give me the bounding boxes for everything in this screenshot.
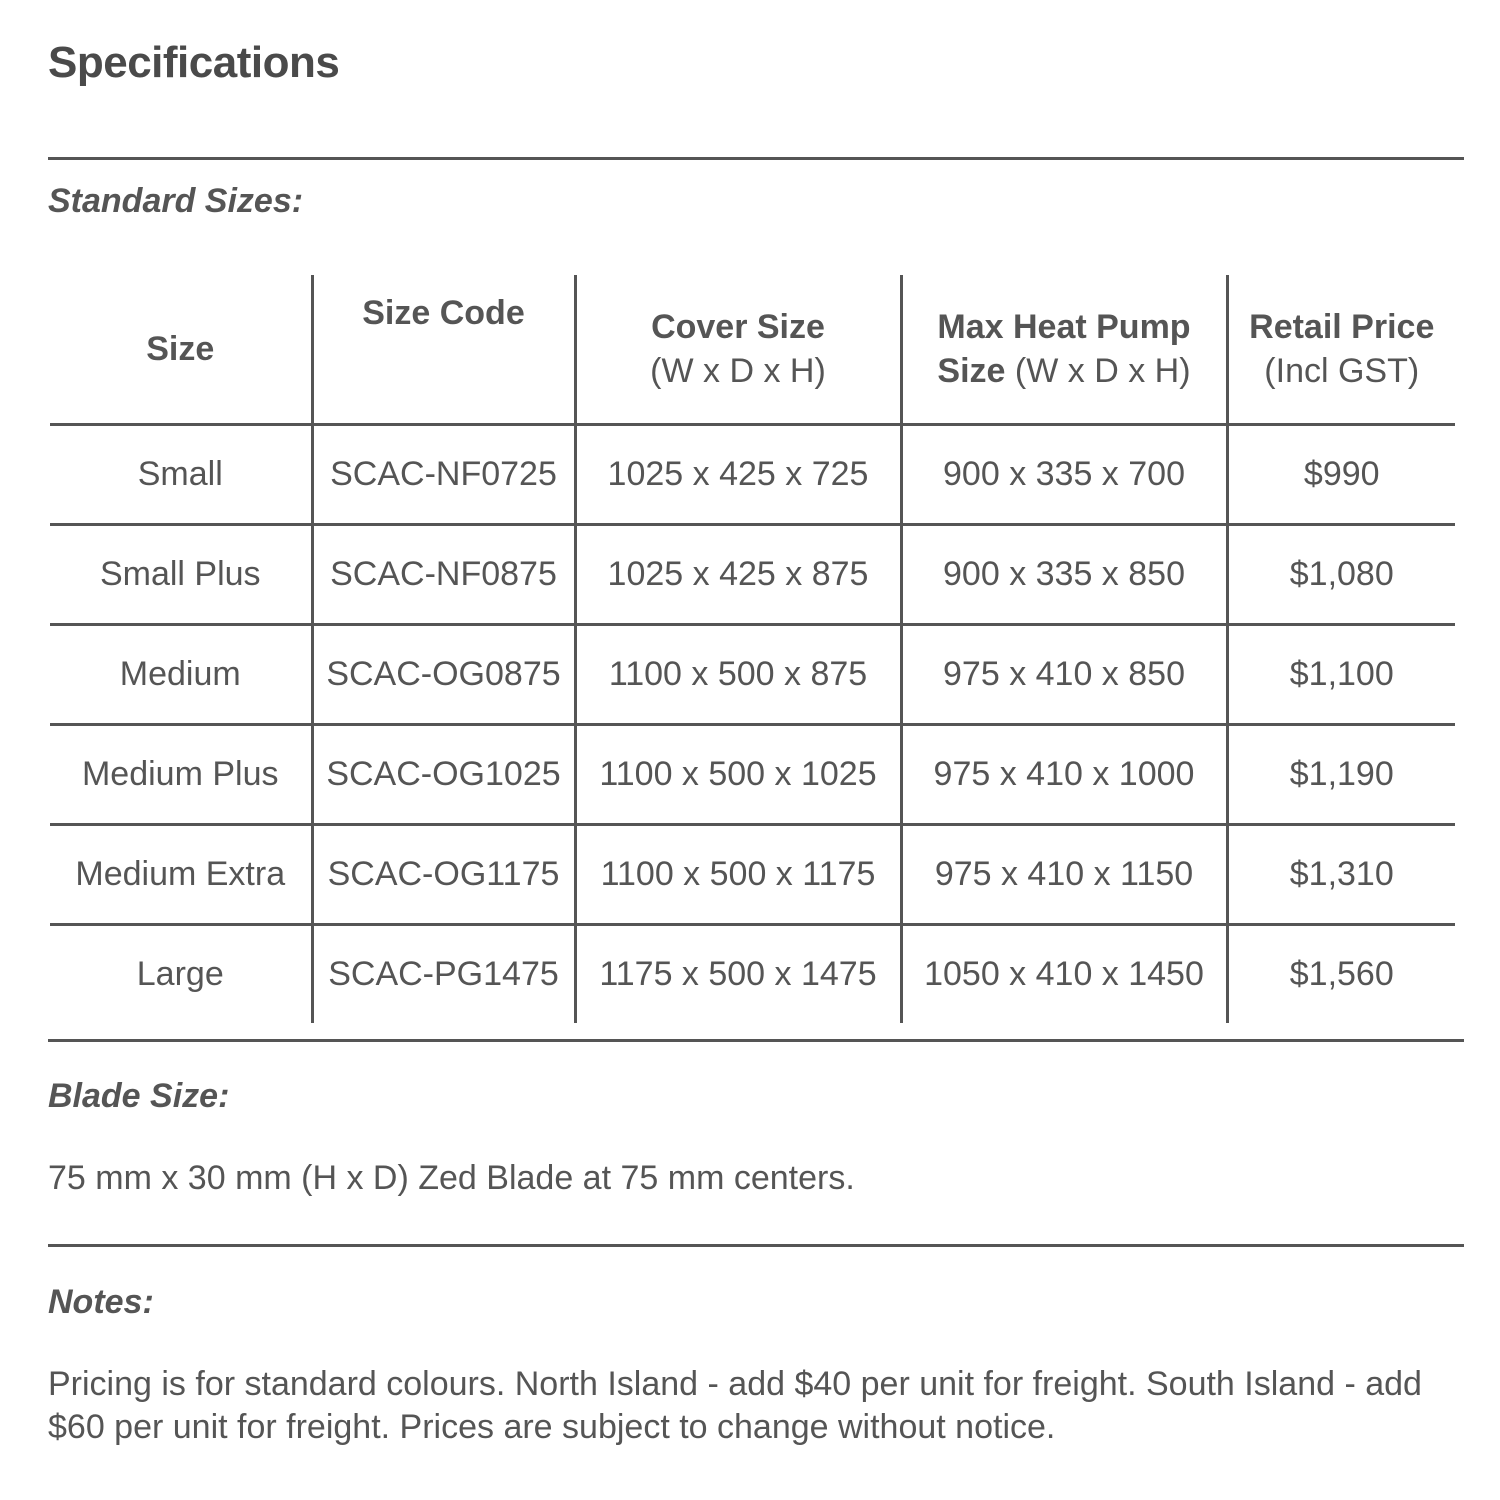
cell-size: Medium Extra xyxy=(50,825,312,925)
cell-size: Small xyxy=(50,425,312,525)
notes-text: Pricing is for standard colours. North Island - add $40 per unit for freight. South Island - add $60 per unit for freight. Prices are subject to change without notice. xyxy=(48,1365,1422,1446)
column-header-max-heat-pump-label-2: Size xyxy=(937,352,1006,390)
column-header-retail-price xyxy=(1227,275,1455,425)
cell-size-code: SCAC-OG1175 xyxy=(312,825,575,925)
column-header-cover-size xyxy=(575,275,901,425)
column-header-retail-price-unit: (Incl GST) xyxy=(1264,352,1420,390)
column-header-cover-size-unit: (W x D x H) xyxy=(650,352,826,390)
cell-cover-size: 1100 x 500 x 1025 xyxy=(575,725,901,825)
column-header-cover-size-label: Cover Size xyxy=(651,308,825,346)
cell-size-code: SCAC-NF0875 xyxy=(312,525,575,625)
table-row xyxy=(50,725,1455,825)
table-row xyxy=(50,525,1455,625)
cell-retail-price: $990 xyxy=(1227,425,1455,525)
page-title: Specifications xyxy=(48,38,340,87)
cell-cover-size: 1025 x 425 x 725 xyxy=(575,425,901,525)
standard-sizes-heading: Standard Sizes: xyxy=(48,182,304,220)
cell-retail-price: $1,560 xyxy=(1227,925,1455,1024)
column-header-max-heat-pump-unit: (W x D x H) xyxy=(1014,352,1191,390)
cell-size-code: SCAC-OG0875 xyxy=(312,625,575,725)
blade-size-heading: Blade Size: xyxy=(48,1077,230,1115)
cell-max-heat-pump-size: 900 x 335 x 850 xyxy=(901,525,1227,625)
cell-cover-size: 1175 x 500 x 1475 xyxy=(575,925,901,1024)
table-row xyxy=(50,925,1455,1024)
cell-max-heat-pump-size: 1050 x 410 x 1450 xyxy=(901,925,1227,1024)
column-header-size-label: Size xyxy=(146,330,215,368)
column-header-retail-price-label: Retail Price xyxy=(1249,308,1435,346)
cell-size-code: SCAC-OG1025 xyxy=(312,725,575,825)
cell-max-heat-pump-size: 975 x 410 x 850 xyxy=(901,625,1227,725)
cell-retail-price: $1,190 xyxy=(1227,725,1455,825)
column-header-size xyxy=(50,275,312,425)
cell-size: Large xyxy=(50,925,312,1024)
blade-size-text: 75 mm x 30 mm (H x D) Zed Blade at 75 mm centers. xyxy=(48,1159,855,1197)
table-row xyxy=(50,625,1455,725)
cell-size: Medium Plus xyxy=(50,725,312,825)
cell-retail-price: $1,310 xyxy=(1227,825,1455,925)
column-header-size-code xyxy=(312,275,575,425)
notes-heading: Notes: xyxy=(48,1283,154,1321)
cell-cover-size: 1025 x 425 x 875 xyxy=(575,525,901,625)
cell-size-code: SCAC-NF0725 xyxy=(312,425,575,525)
cell-max-heat-pump-size: 900 x 335 x 700 xyxy=(901,425,1227,525)
cell-size-code: SCAC-PG1475 xyxy=(312,925,575,1024)
column-header-max-heat-pump-label: Max Heat Pump xyxy=(937,308,1191,346)
cell-cover-size: 1100 x 500 x 1175 xyxy=(575,825,901,925)
divider-middle xyxy=(48,1039,1464,1042)
cell-max-heat-pump-size: 975 x 410 x 1000 xyxy=(901,725,1227,825)
column-header-max-heat-pump-size xyxy=(901,275,1227,425)
cell-cover-size: 1100 x 500 x 875 xyxy=(575,625,901,725)
column-header-size-code-label: Size Code xyxy=(362,294,525,332)
cell-retail-price: $1,100 xyxy=(1227,625,1455,725)
cell-size: Small Plus xyxy=(50,525,312,625)
table-header-row xyxy=(50,275,1455,425)
divider-bottom xyxy=(48,1244,1464,1247)
cell-retail-price: $1,080 xyxy=(1227,525,1455,625)
cell-size: Medium xyxy=(50,625,312,725)
specifications-table xyxy=(50,275,1455,1023)
divider-top xyxy=(48,157,1464,160)
table-row xyxy=(50,425,1455,525)
table-row xyxy=(50,825,1455,925)
cell-max-heat-pump-size: 975 x 410 x 1150 xyxy=(901,825,1227,925)
